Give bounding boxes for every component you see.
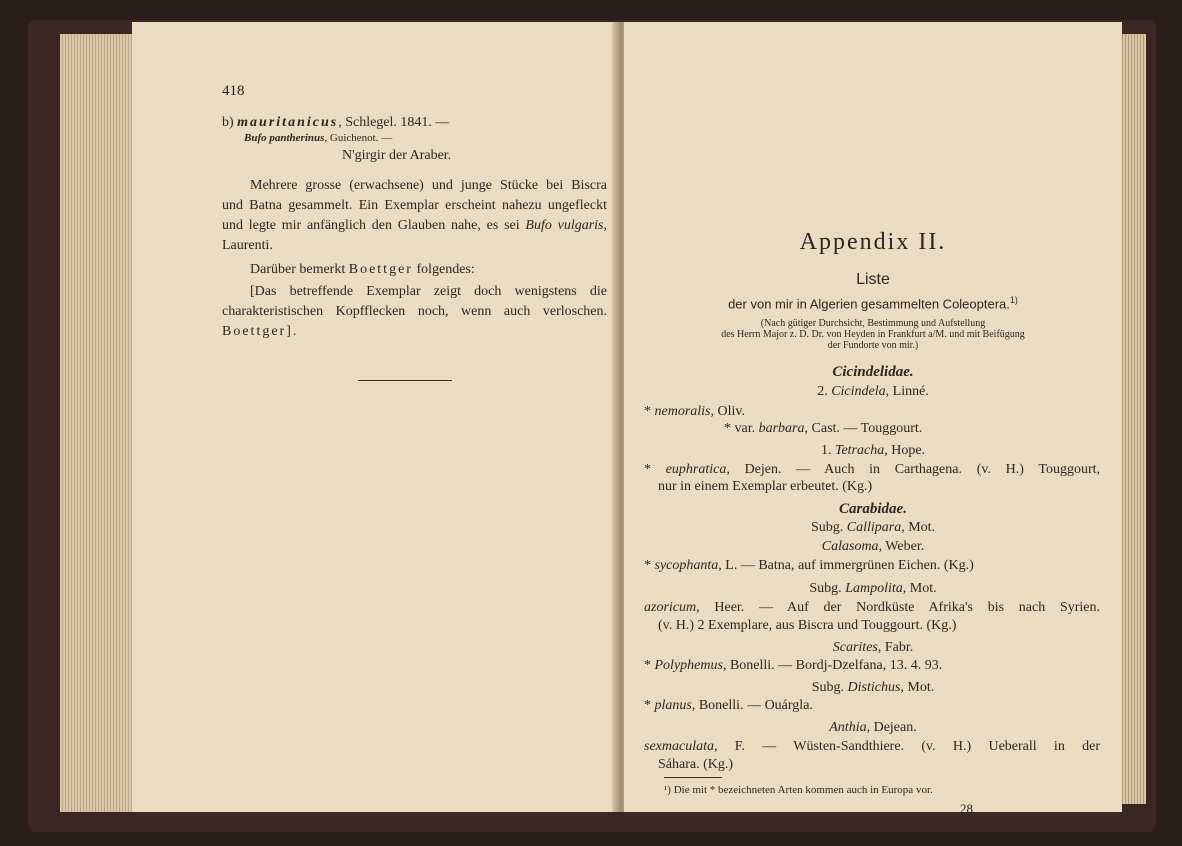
entry-b xyxy=(222,116,449,130)
para1-species: Bufo vulgaris, xyxy=(525,218,608,233)
note-line2: des Herrn Major z. D. Dr. von Heyden in Frankfurt a/M. und mit Beifügung xyxy=(721,329,1025,340)
para2: Darüber bemerkt Boettger folgendes: xyxy=(250,262,475,277)
synonym-line xyxy=(244,133,392,144)
species-author: , Schlegel. 1841. — xyxy=(338,115,450,130)
synonym-name: Bufo pantherinus xyxy=(244,132,325,144)
synonym-author: , Guichenot. — xyxy=(324,132,393,144)
species-polyphemus: * Polyphemus, Bonelli. — Bordj-Dzelfana, 13. 4. 93. xyxy=(644,658,943,673)
species-sycophanta: * sycophanta, L. — Batna, auf immergrünen Eichen. (Kg.) xyxy=(644,558,974,573)
para1-line1: Mehrere grosse (erwachsene) und junge Stücke bei Biscra xyxy=(250,178,607,193)
list-subtitle: der von mir in Algerien gesammelten Coleoptera.$^{1)}$ xyxy=(728,295,1018,312)
appendix-title: Appendix II. xyxy=(799,229,947,255)
species-euphratica: * euphratica, Dejen. — Auch in Carthagena. (v. H.) Touggourt, xyxy=(644,462,1100,477)
family-carabidae: Carabidae. xyxy=(839,501,907,517)
species-nemoralis: * nemoralis, Oliv. xyxy=(644,404,745,419)
para1-line3: und legte mir anfänglich den Glauben nahe, es sei Bufo vulgaris, xyxy=(222,218,608,233)
left-page xyxy=(132,22,616,812)
para3-line3: Boettger]. xyxy=(222,324,299,339)
para3-line2: charakteristischen Kopfflecken noch, wenn auch verloschen. xyxy=(222,304,607,319)
species-azoricum: azoricum, Heer. — Auf der Nordküste Afrika's bis nach Syrien. xyxy=(644,600,1100,615)
left-page-number: 418 xyxy=(222,83,245,99)
genus-cicindela: 2. Cicindela, Linné. xyxy=(817,384,929,399)
footnote-ref: 1) xyxy=(1009,295,1018,305)
family-cicindelidae: Cicindelidae. xyxy=(832,364,914,380)
species-planus: * planus, Bonelli. — Ouárgla. xyxy=(644,698,813,713)
para2-author: Boettger xyxy=(348,262,413,277)
subgenus-lampolita: Subg. Lampolita, Mot. xyxy=(809,581,937,596)
para3-line1: [Das betreffende Exemplar zeigt doch wenigstens die xyxy=(250,284,607,299)
euphratica-cont: nur in einem Exemplar erbeutet. (Kg.) xyxy=(658,479,873,494)
species-name: mauritanicus xyxy=(237,115,339,130)
subgenus-callipara: Subg. Callipara, Mot. xyxy=(810,520,936,535)
note-line3: der Fundorte von mir.) xyxy=(827,340,919,351)
species-sexmaculata: sexmaculata, F. — Wüsten-Sandthiere. (v. H.) Ueberall in der xyxy=(644,739,1100,754)
right-page-edges xyxy=(1120,34,1146,804)
right-page xyxy=(624,22,1122,816)
subgenus-distichus: Subg. Distichus, Mot. xyxy=(811,680,935,695)
local-name: N'girgir der Araber. xyxy=(342,148,452,163)
para1-line2: und Batna gesammelt. Ein Exemplar erscheint nahezu ungefleckt xyxy=(222,198,607,213)
footnote: ¹) Die mit * bezeichneten Arten kommen auch in Europa vor. xyxy=(664,784,933,796)
genus-calasoma: Calasoma, Weber. xyxy=(821,539,925,554)
section-divider xyxy=(358,380,452,381)
genus-anthia: Anthia, Dejean. xyxy=(829,720,917,735)
note-line1: (Nach gütiger Durchsicht, Bestimmung und Aufstellung xyxy=(760,318,986,329)
list-title: Liste xyxy=(856,271,890,288)
entry-letter: b) xyxy=(222,115,234,130)
genus-scarites: Scarites, Fabr. xyxy=(832,640,914,655)
genus-tetracha: 1. Tetracha, Hope. xyxy=(820,443,926,458)
sexmaculata-cont: Sáhara. (Kg.) xyxy=(658,757,734,772)
left-page-edges xyxy=(60,34,140,812)
azoricum-cont: (v. H.) 2 Exemplare, aus Biscra und Touggourt. (Kg.) xyxy=(658,618,957,633)
para1-line4: Laurenti. xyxy=(222,238,273,253)
variety-barbara: * var. barbara, Cast. — Touggourt. xyxy=(724,421,923,436)
footnote-rule xyxy=(664,777,722,778)
right-page-number: 28 xyxy=(960,801,973,816)
